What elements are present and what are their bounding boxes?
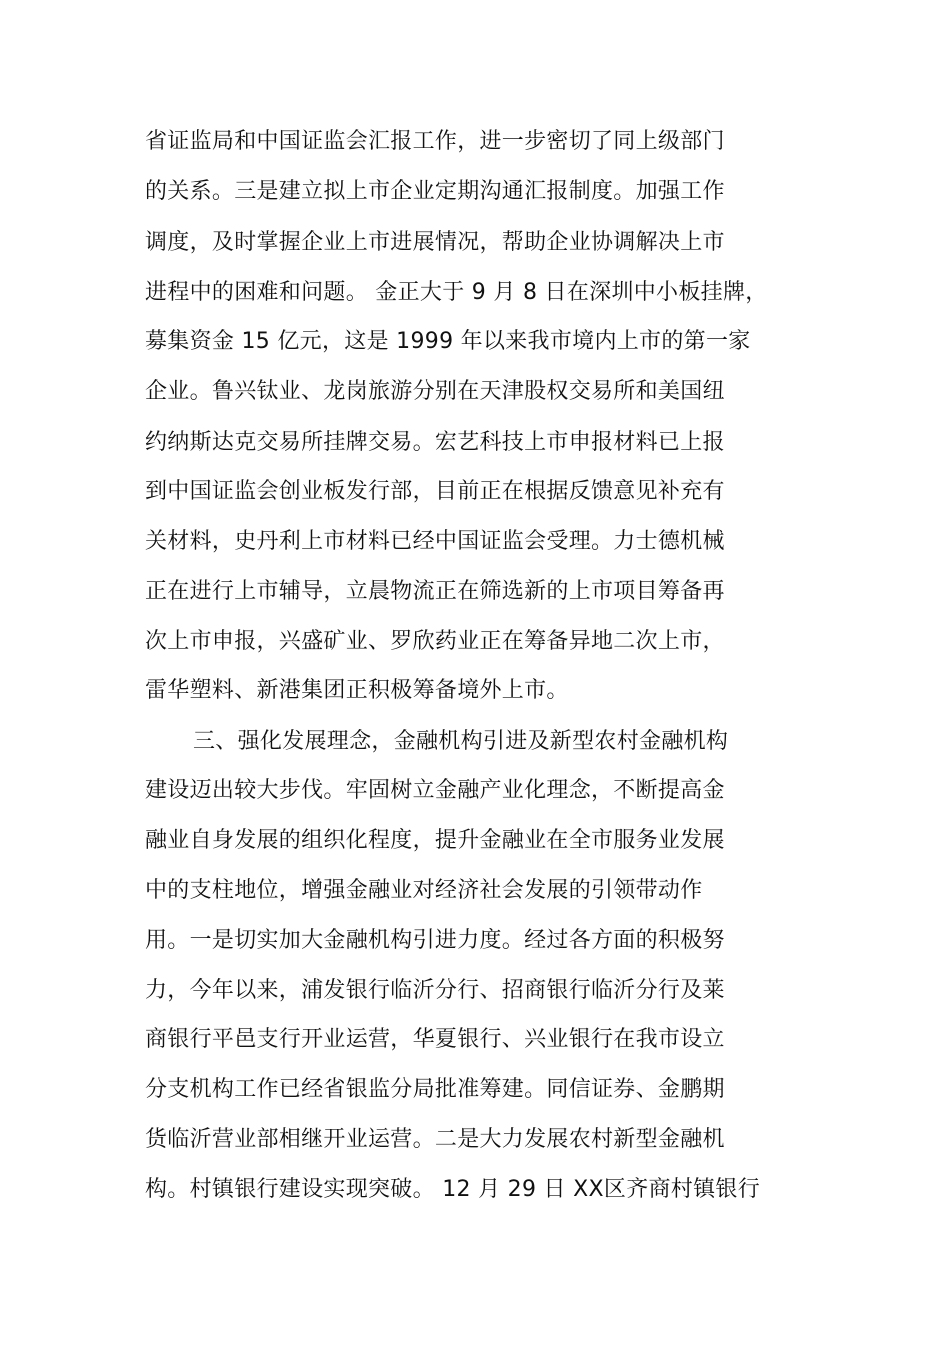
- text-line: 到中国证监会创业板发行部，目前正在根据反馈意见补充有: [145, 479, 725, 504]
- section-heading-line: 三、强化发展理念，金融机构引进及新型农村金融机构: [193, 729, 729, 754]
- text-line: 雷华塑料、新港集团正积极筹备境外上市。: [145, 678, 569, 703]
- text-line: 关材料，史丹利上市材料已经中国证监会受理。力士德机械: [145, 529, 725, 554]
- text-line: 中的支柱地位，增强金融业对经济社会发展的引领带动作: [145, 878, 703, 903]
- text-line: 次上市申报，兴盛矿业、罗欣药业正在筹备异地二次上市，: [145, 629, 725, 654]
- text-line: 构。村镇银行建设实现突破。 12 月 29 日 XX区齐商村镇银行: [145, 1177, 760, 1202]
- text-line: 融业自身发展的组织化程度，提升金融业在全市服务业发展: [145, 828, 725, 853]
- text-line: 约纳斯达克交易所挂牌交易。宏艺科技上市申报材料已上报: [145, 430, 725, 455]
- text-line: 进程中的困难和问题。 金正大于 9 月 8 日在深圳中小板挂牌，: [145, 280, 768, 305]
- text-line: 省证监局和中国证监会汇报工作，进一步密切了同上级部门: [145, 129, 725, 154]
- text-line: 调度，及时掌握企业上市进展情况，帮助企业协调解决上市: [145, 230, 725, 255]
- text-line: 货临沂营业部相继开业运营。二是大力发展农村新型金融机: [145, 1127, 725, 1152]
- text-line: 分支机构工作已经省银监分局批准筹建。同信证券、金鹏期: [145, 1077, 725, 1102]
- text-line: 力，今年以来，浦发银行临沂分行、招商银行临沂分行及莱: [145, 978, 725, 1003]
- text-line: 企业。鲁兴钛业、龙岗旅游分别在天津股权交易所和美国纽: [145, 379, 725, 404]
- text-line: 用。一是切实加大金融机构引进力度。经过各方面的积极努: [145, 928, 725, 953]
- text-line: 的关系。三是建立拟上市企业定期沟通汇报制度。加强工作: [145, 179, 725, 204]
- text-line: 商银行平邑支行开业运营，华夏银行、兴业银行在我市设立: [145, 1027, 725, 1052]
- text-line: 正在进行上市辅导，立晨物流正在筛选新的上市项目筹备再: [145, 579, 725, 604]
- text-line: 募集资金 15 亿元，这是 1999 年以来我市境内上市的第一家: [145, 329, 751, 354]
- text-line: 建设迈出较大步伐。牢固树立金融产业化理念，不断提高金: [145, 778, 725, 803]
